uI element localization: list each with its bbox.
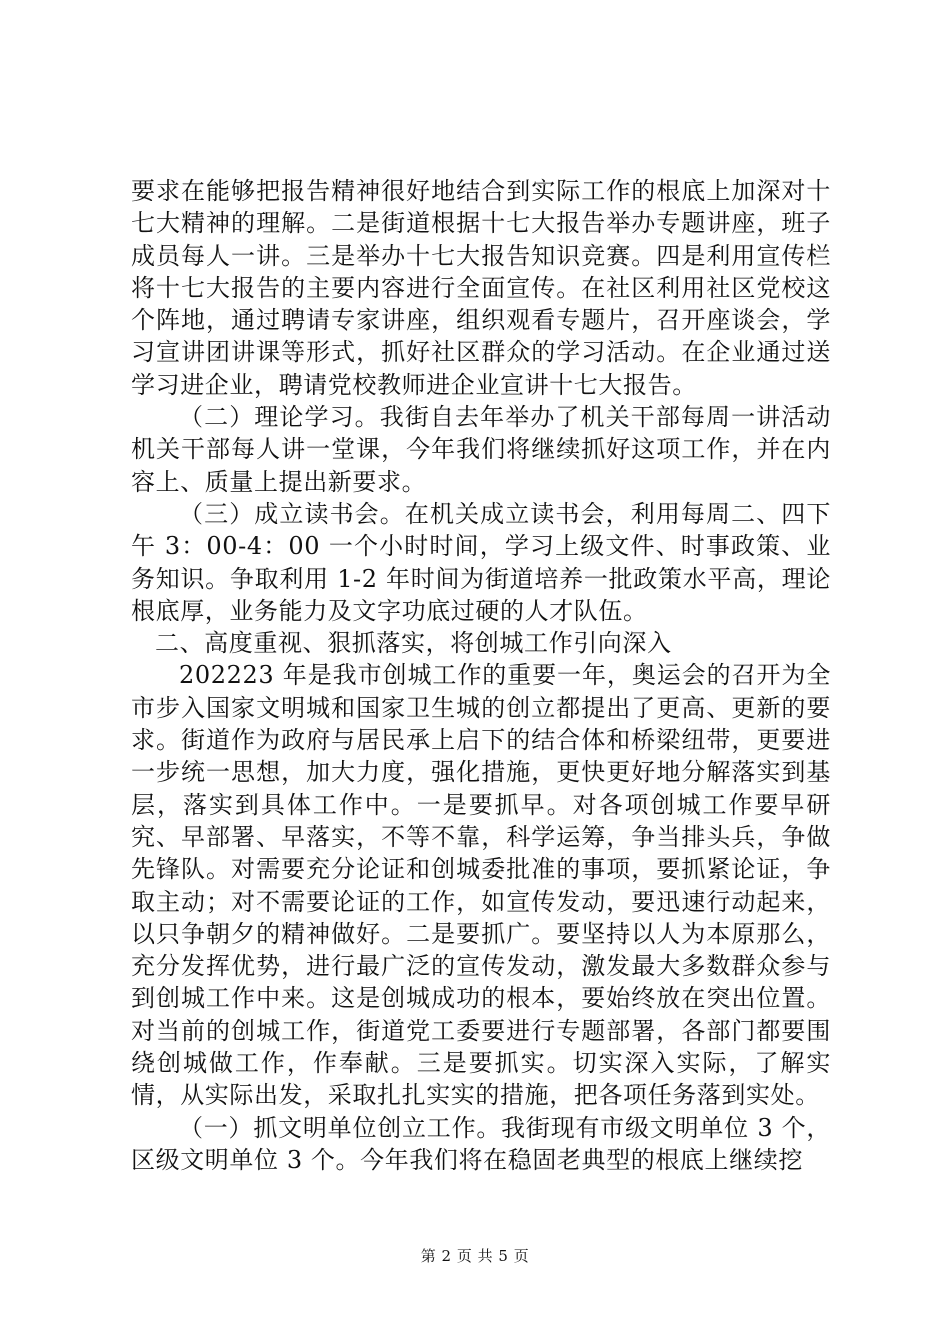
page-number-footer: 第 2 页 共 5 页 (420, 1247, 530, 1265)
paragraph-theory-study: （二）理论学习。我街自去年举办了机关干部每周一讲活动机关干部每人讲一堂课，今年我们将继续抓好这项工作，并在内容上、质量上提出新要求。 (131, 403, 831, 496)
paragraph-civilized-units: （一）抓文明单位创立工作。我街现有市级文明单位 3 个，区级文明单位 3 个。今年我们将在稳固老典型的根底上继续挖 (131, 1113, 831, 1174)
document-body (131, 175, 831, 1176)
paragraph-continuation: 要求在能够把报告精神很好地结合到实际工作的根底上加深对十七大精神的理解。二是街道根据十七大报告举办专题讲座，班子成员每人一讲。三是举办十七大报告知识竞赛。四是利用宣传栏将十七大报告的主要内容进行全面宣传。在社区利用社区党校这个阵地，通过聘请专家讲座，组织观看专题片，召开座谈会，学习宣讲团讲课等形式，抓好社区群众的学习活动。在企业通过送学习进企业，聘请党校教师进企业宣讲十七大报告。 (131, 177, 831, 399)
paragraph-reading-club: （三）成立读书会。在机关成立读书会，利用每周二、四下午 3：00-4：00 一个小时时间，学习上级文件、时事政策、业务知识。争取利用 1-2 年时间为街道培养一批政策水平高，理论根底厚，业务能力及文字功底过硬的人才队伍。 (131, 499, 831, 625)
paragraph-city-creation: 202223 年是我市创城工作的重要一年，奥运会的召开为全市步入国家文明城和国家卫生城的创立都提出了更高、更新的要求。街道作为政府与居民承上启下的结合体和桥梁纽带，更要进一步统一思想，加大力度，强化措施，更快更好地分解落实到基层，落实到具体工作中。一是要抓早。对各项创城工作要早研究、早部署、早落实，不等不靠，科学运筹，争当排头兵，争做先锋队。对需要充分论证和创城委批准的事项，要抓紧论证，争取主动；对不需要论证的工作，如宣传发动，要迅速行动起来，以只争朝夕的精神做好。二是要抓广。要坚持以人为本原那么，充分发挥优势，进行最广泛的宣传发动，激发最大多数群众参与到创城工作中来。这是创城成功的根本，要始终放在突出位置。对当前的创城工作，街道党工委要进行专题部署，各部门都要围绕创城做工作，作奉献。三是要抓实。切实深入实际，了解实情，从实际出发，采取扎扎实实的措施，把各项任务落到实处。 (131, 661, 831, 1110)
section-heading-two: 二、高度重视、狠抓落实，将创城工作引向深入 (155, 629, 672, 658)
